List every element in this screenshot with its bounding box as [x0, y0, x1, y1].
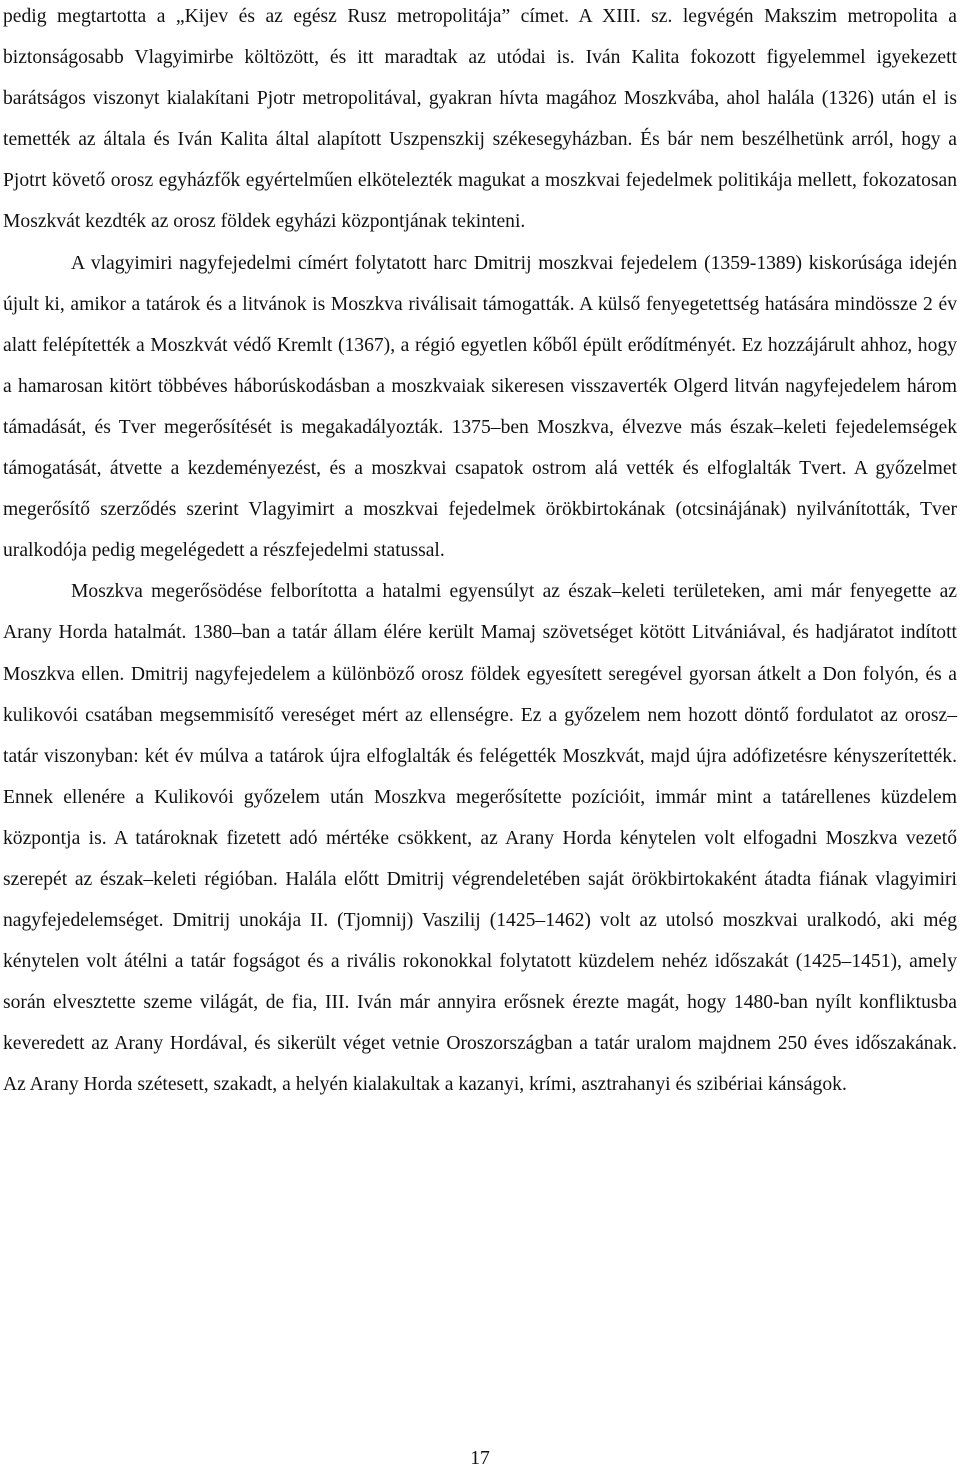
paragraph-kulikovo: Moszkva megerősödése felborította a hatalmi egyensúlyt az észak–keleti területeken, ami már fenyegette az Arany Horda hatalmát. 1380–ban a tatár állam élére került Mamaj szövetséget kötött Litvániával, és hadjáratot indított Moszkva ellen. Dmitrij nagyfejedelem a különböző orosz földek egyesített seregével gyorsan átkelt a Don folyón, és a kulikovói csatában megsemmisítő vereséget mért az ellenségre. Ez a győzelem nem hozott döntő fordulatot az orosz–tatár viszonyban: két év múlva a tatárok újra elfoglalták és felégették Moszkvát, majd újra adófizetésre kényszerítették. Ennek ellenére a Kulikovói győzelem után Moszkva megerősítette pozícióit, immár mint a tatárellenes küzdelem központja is. A tatároknak fizetett adó mértéke csökkent, az Arany Horda kénytelen volt elfogadni Moszkva vezető szerepét az észak–keleti régióban. Halála előtt Dmitrij végrendeletében saját örökbirtokaként átadta fiának vlagyimiri nagyfejedelemséget. Dmitrij unokája II. (Tjomnij) Vaszilij (1425–1462) volt az utolsó moszkvai uralkodó, aki még kénytelen volt átélni a tatár fogságot és a rivális rokonokkal folytatott küzdelem nehéz időszakát (1425–1451), amely során elvesztette szeme világát, de fia, III. Iván már annyira erősnek érezte magát, hogy 1480-ban nyílt konfliktusba keveredett az Arany Hordával, és sikerült véget vetnie Oroszországban a tatár uralom majdnem 250 éves időszakának. Az Arany Horda szétesett, szakadt, a helyén kialakultak a kazanyi, krími, asztrahanyi és szibériai kánságok. — [3, 581, 957, 1096]
body-text — [3, 0, 957, 1106]
paragraph-dmitrij-kremlin: A vlagyimiri nagyfejedelmi címért folytatott harc Dmitrij moszkvai fejedelem (1359-1389) kiskorúsága idején újult ki, amikor a tatárok és a litvánok is Moszkva riválisait támogatták. A külső fenyegetettség hatására mindössze 2 év alatt felépítették a Moszkvát védő Kremlt (1367), a régió egyetlen kőből épült erődítményét. Ez hozzájárult ahhoz, hogy a hamarosan kitört többéves háborúskodásban a moszkvaiak sikeresen visszaverték Olgerd litván nagyfejedelem három támadását, és Tver megerősítését is megakadályozták. 1375–ben Moszkva, élvezve más észak–keleti fejedelemségek támogatását, átvette a kezdeményezést, és a moszkvai csapatok ostrom alá vették és elfoglalták Tvert. A győzelmet megerősítő szerződés szerint Vlagyimirt a moszkvai fejedelmek örökbirtokának (otcsinájának) nyilvánították, Tver uralkodója pedig megelégedett a részfejedelmi statussal. — [3, 252, 957, 562]
paragraph-continuation: pedig megtartotta a „Kijev és az egész Rusz metropolitája” címet. A XIII. sz. legvégén Makszim metropolita a biztonságosabb Vlagyimirbe költözött, és itt maradtak az utódai is. Iván Kalita fokozott figyelemmel igyekezett barátságos viszonyt kialakítani Pjotr metropolitával, gyakran hívta magához Moszkvába, ahol halála (1326) után el is temették az általa és Iván Kalita által alapított Uszpenszkij székesegyházban. És bár nem beszélhetünk arról, hogy a Pjotrt követő orosz egyházfők egyértelműen elkötelezték magukat a moszkvai fejedelmek politikája mellett, fokozatosan Moszkvát kezdték az orosz földek egyházi központjának tekinteni. — [3, 6, 957, 233]
page-number: 17 — [470, 1448, 490, 1469]
